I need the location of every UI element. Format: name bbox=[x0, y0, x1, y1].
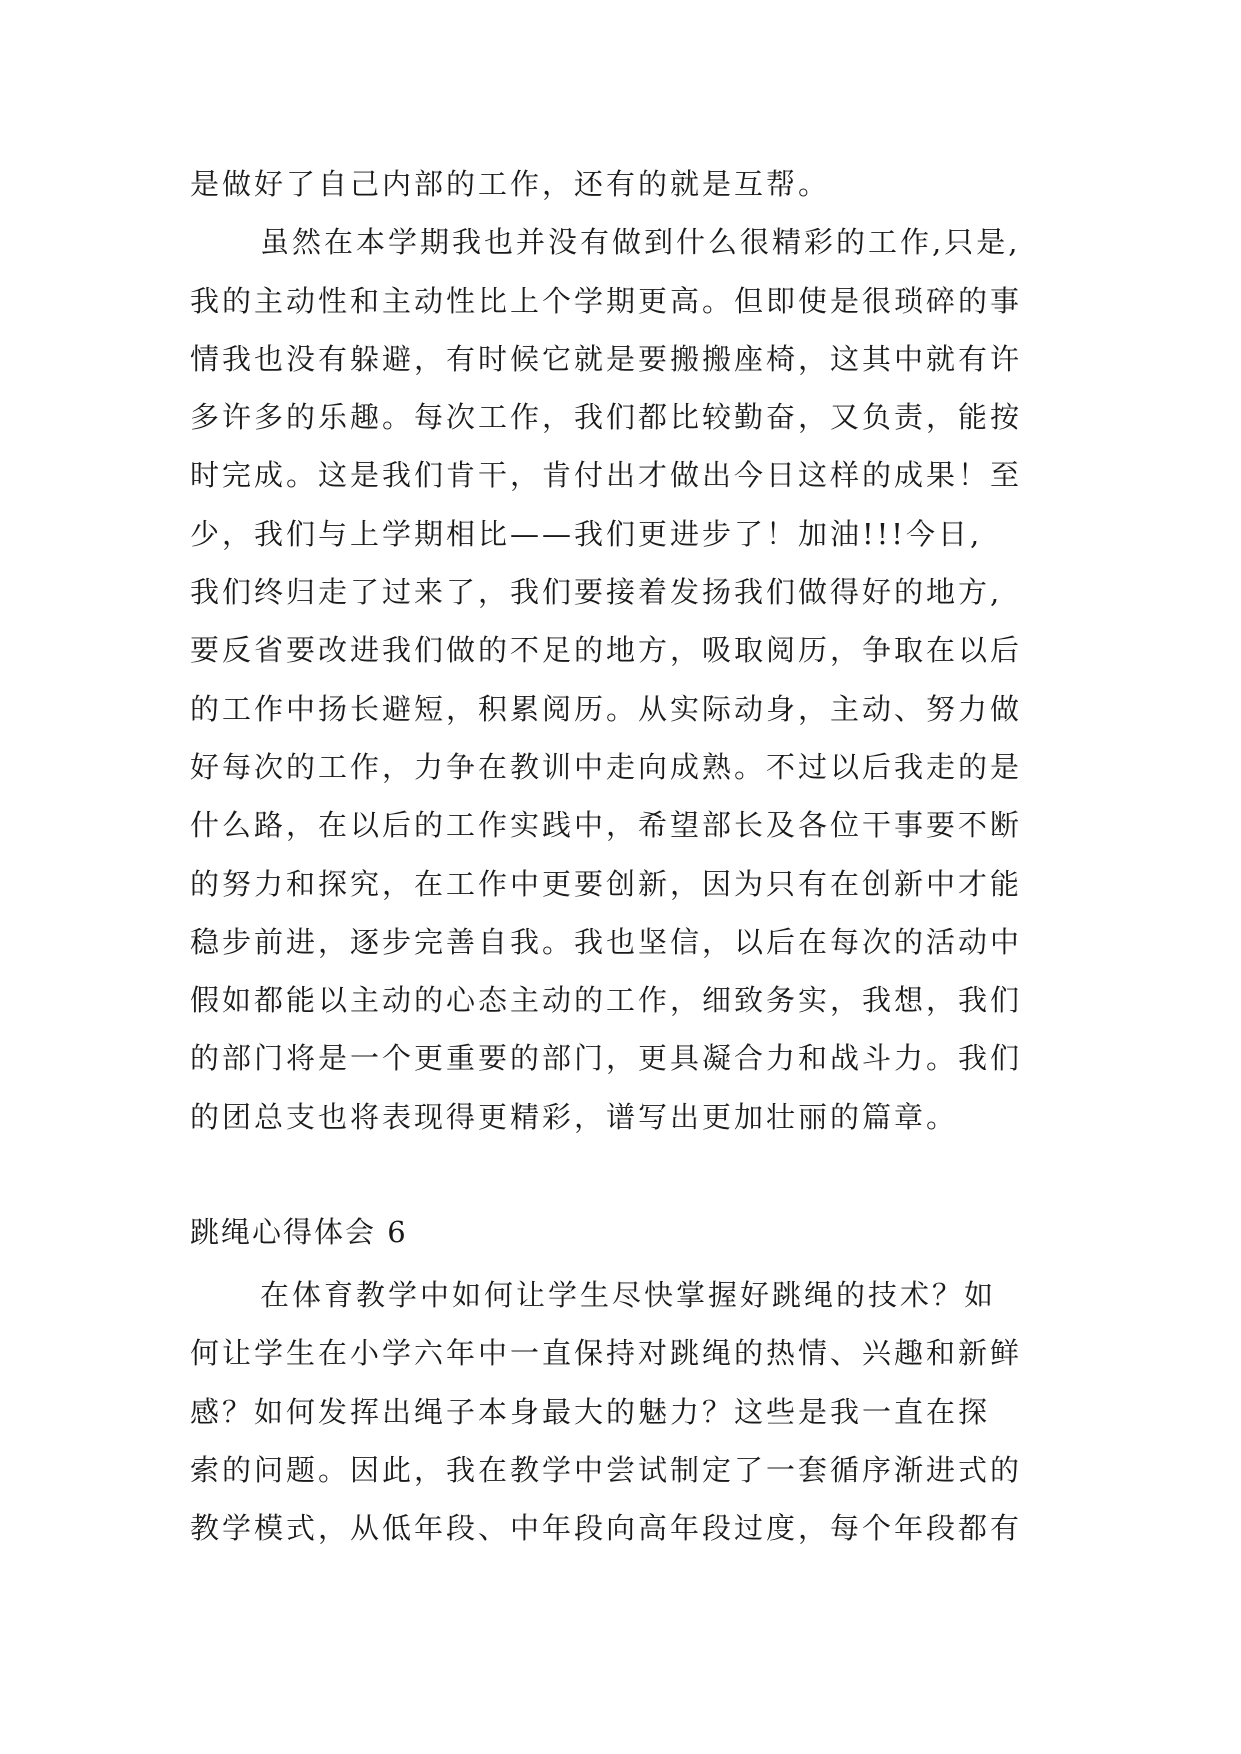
text-line: 的工作中扬长避短，积累阅历。从实际动身，主动、努力做 bbox=[190, 691, 1023, 726]
text-line: 我的主动性和主动性比上个学期更高。但即使是很琐碎的事 bbox=[190, 283, 1023, 318]
text-line: 的团总支也将表现得更精彩，谱写出更加壮丽的篇章。 bbox=[190, 1099, 959, 1134]
paragraph-block-1 bbox=[190, 155, 1090, 1146]
text-line: 的部门将是一个更重要的部门，更具凝合力和战斗力。我们 bbox=[190, 1041, 1023, 1076]
text-line: 感？如何发挥出绳子本身最大的魅力？这些是我一直在探 bbox=[190, 1394, 991, 1429]
text-line: 少，我们与上学期相比——我们更进步了！加油!!!今日, bbox=[190, 516, 983, 551]
text-line: 是做好了自己内部的工作，还有的就是互帮。 bbox=[190, 167, 831, 201]
text-line: 在体育教学中如何让学生尽快掌握好跳绳的技术？如 bbox=[260, 1278, 997, 1312]
text-line: 多许多的乐趣。每次工作，我们都比较勤奋，又负责，能按 bbox=[190, 400, 1023, 435]
text-line: 何让学生在小学六年中一直保持对跳绳的热情、兴趣和新鲜 bbox=[190, 1336, 1023, 1371]
text-line: 索的问题。因此，我在教学中尝试制定了一套循序渐进式的 bbox=[190, 1452, 1023, 1487]
text-line: 假如都能以主动的心态主动的工作，细致务实，我想，我们 bbox=[190, 983, 1023, 1018]
text-line: 稳步前进，逐步完善自我。我也坚信，以后在每次的活动中 bbox=[190, 924, 1023, 959]
text-line: 我们终归走了过来了，我们要接着发扬我们做得好的地方, bbox=[190, 575, 1003, 610]
text-line: 教学模式，从低年段、中年段向高年段过度，每个年段都有 bbox=[190, 1511, 1023, 1546]
text-line: 虽然在本学期我也并没有做到什么很精彩的工作,只是, bbox=[260, 225, 1021, 260]
text-line: 要反省要改进我们做的不足的地方，吸取阅历，争取在以后 bbox=[190, 633, 1023, 668]
section-heading: 跳绳心得体会 6 bbox=[190, 1215, 408, 1249]
text-line: 的努力和探究，在工作中更要创新，因为只有在创新中才能 bbox=[190, 866, 1023, 901]
text-line: 好每次的工作，力争在教训中走向成熟。不过以后我走的是 bbox=[190, 749, 1023, 784]
paragraph-block-2 bbox=[190, 1266, 1090, 1557]
text-line: 情我也没有躲避，有时候它就是要搬搬座椅，这其中就有许 bbox=[190, 341, 1023, 376]
text-line: 什么路，在以后的工作实践中，希望部长及各位干事要不断 bbox=[190, 808, 1023, 843]
text-line: 时完成。这是我们肯干，肯付出才做出今日这样的成果！至 bbox=[190, 458, 1023, 493]
